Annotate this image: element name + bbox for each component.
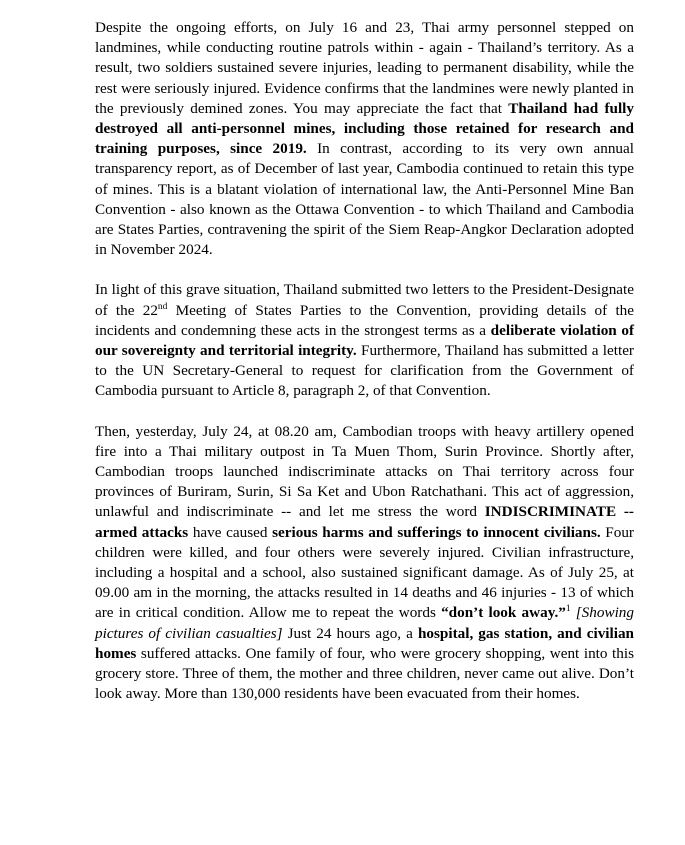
- text-segment: Furthermore, Thailand has submitted a letter to the UN Secretary-General to request for clarification from the Government of Cambodia pursuant to Article 8, paragraph 2, of that Convention.: [95, 342, 634, 400]
- text-segment: In contrast, according to its very own annual transparency report, as of December of last year, Cambodia continued to retain this type of mines. This is a blatant violation of international law, the Anti-Personnel Mine Ban Convention - also known as the Ottawa Convention - to which Thailand and Cambodia are States Parties, contravening the spirit of the Siem Reap-Angkor Declaration adopted in November 2024.: [95, 140, 634, 259]
- paragraph-attacks: [95, 422, 634, 705]
- bold-text-segment: serious harms and sufferings to innocent civilians.: [272, 523, 601, 541]
- superscript-ordinal: nd: [157, 301, 168, 312]
- italic-stage-direction: [Showing pictures of civilian casualties]: [95, 604, 634, 642]
- text-segment: Then, yesterday, July 24, at 08.20 am, Cambodian troops with heavy artillery opened fire into a Thai military outpost in Ta Muen Thom, Surin Province. Shortly after, Cambodian troops launched indiscriminate attacks on Thai territory across four provinces of Buriram, Surin, Si Sa Ket and Ubon Ratchathani. This act of aggression, unlawful and indiscriminate -- and let me stress the word: [95, 422, 634, 521]
- bold-text-segment: hospital, gas station, and civilian homes: [95, 624, 634, 662]
- text-segment: In light of this grave situation, Thailand submitted two letters to the President-Designate of the 22: [95, 281, 634, 319]
- paragraph-letters: [95, 280, 634, 401]
- text-segment: Just 24 hours ago, a: [282, 624, 418, 642]
- bold-text-segment: INDISCRIMINATE -- armed attacks: [95, 503, 634, 541]
- paragraph-landmines: [95, 18, 634, 260]
- text-segment: Despite the ongoing efforts, on July 16 and 23, Thai army personnel stepped on landmines, while conducting routine patrols within - again - Thailand’s territory. As a result, two soldiers sustained severe injuries, leading to permanent disability, while the rest were seriously injured. Evidence confirms that the landmines were newly planted in the previously demined zones. You may appreciate the fact that: [95, 19, 634, 117]
- text-segment: have caused: [188, 523, 273, 541]
- footnote-marker: 1: [565, 604, 571, 615]
- bold-text-segment: Thailand had fully destroyed all anti-personnel mines, including those retained for research and training purposes, since 2019.: [95, 99, 634, 158]
- text-segment: Four children were killed, and four others were severely injured. Civilian infrastructure, including a hospital and a school, also sustained significant damage. As of July 25, at 09.00 am in the morning, the attacks resulted in 14 deaths and 46 injuries - 13 of which are in critical condition. Allow me to repeat the words: [95, 523, 634, 622]
- bold-text-segment: “don’t look away.”: [441, 604, 566, 622]
- bold-text-segment: deliberate violation of our sovereignty and territorial integrity.: [95, 321, 635, 360]
- text-segment: Meeting of States Parties to the Convention, providing details of the incidents and condemning these acts in the strongest terms as a: [95, 301, 634, 339]
- document-page: [95, 18, 634, 705]
- text-segment: suffered attacks. One family of four, who were grocery shopping, went into this grocery store. Three of them, the mother and three children, never came out alive. Don’t look away. More than 130,000 residents have been evacuated from their homes.: [95, 644, 634, 703]
